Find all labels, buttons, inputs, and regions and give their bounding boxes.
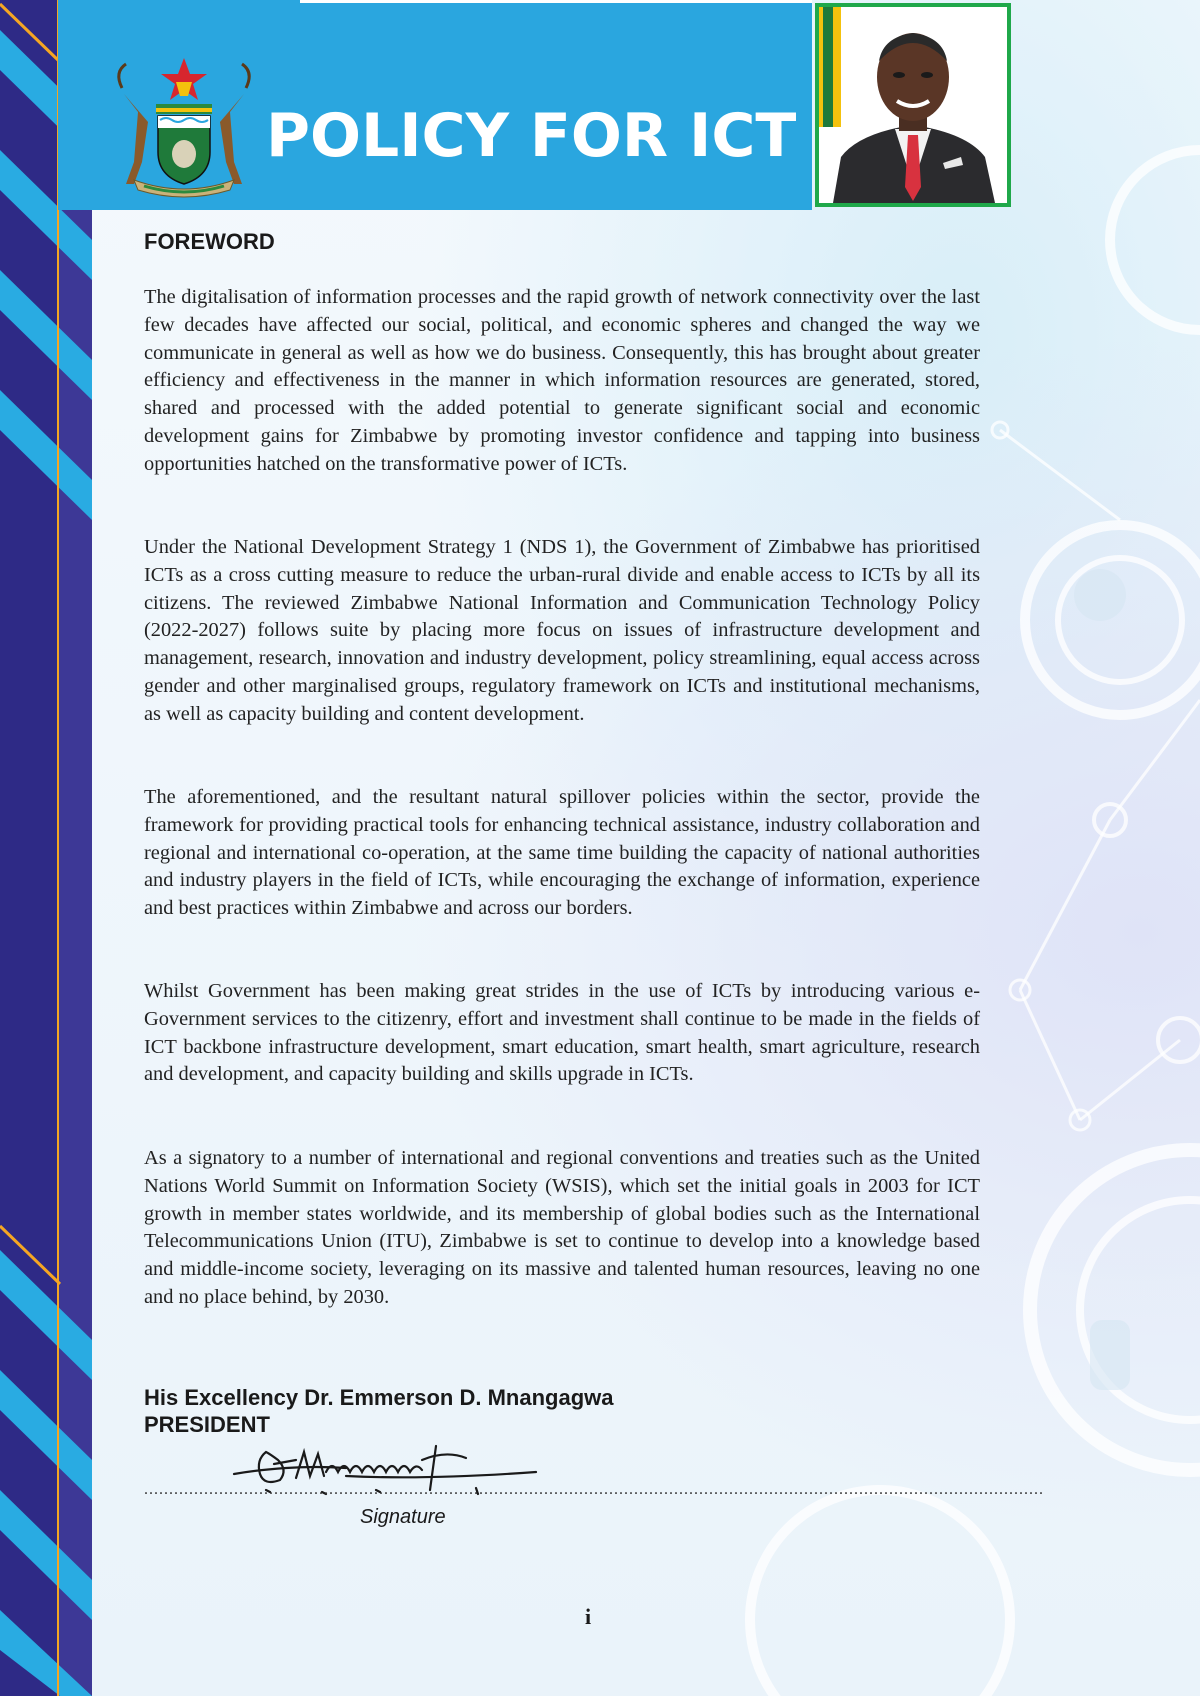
foreword-paragraph-1: The digitalisation of information processes and the rapid growth of network connectivity over the last few decades have affected our social, political, and economic spheres and changed the way we communicate in general as well as how we do business. Consequently, this has brought about greater efficiency and effectiveness in the manner in which information resources are generated, stored, shared and processed with the added potential to generate significant social and economic development gains for Zimbabwe by promoting investor confidence and tapping into business opportunities hatched on the transformative power of ICTs. [144,286,980,475]
header-top-strip [300,0,812,3]
foreword-heading: FOREWORD [144,229,275,254]
foreword-paragraph-3: The aforementioned, and the resultant natural spillover policies within the sector, provide the framework for providing practical tools for enhancing technical assistance, industry collaboration and regional and international co-operation, at the same time building the capacity of national authorities and industry players in the field of ICTs, while encouraging the exchange of information, experience and best practices within Zimbabwe and across our borders. [144,786,980,920]
signatory-title: PRESIDENT [144,1412,270,1437]
president-portrait-frame [815,3,1011,207]
signature-label: Signature [360,1506,446,1528]
document-title: POLICY FOR ICT [266,101,797,171]
foreword-paragraph-2: Under the National Development Strategy 1 (NDS 1), the Government of Zimbabwe has prioritised ICTs as a cross cutting measure to reduce the urban-rural divide and enable access to ICTs by all its citizens. The reviewed Zimbabwe National Information and Communication Technology Policy (2022-2027) follows suite by placing more focus on issues of infrastructure development and management, research, innovation and industry development, policy streamlining, equal access across gender and other marginalised groups, regulatory framework on ICTs and institutional mechanisms, as well as capacity building and content development. [144,536,980,725]
signatory-name: His Excellency Dr. Emmerson D. Mnangagwa [144,1385,614,1410]
page-number: i [584,1604,592,1629]
foreword-paragraph-4: Whilst Government has been making great strides in the use of ICTs by introducing various e-Government services to the citizenry, effort and investment shall continue to be made in the fields of ICT backbone infrastructure development, smart education, smart health, smart agriculture, research and development, and capacity building and skills upgrade in ICTs. [144,980,980,1086]
president-portrait-photo [819,7,1007,203]
foreword-paragraph-5: As a signatory to a number of international and regional conventions and treaties such as the United Nations World Summit on Information Society (WSIS), which set the initial goals in 2003 for ICT growth in member states worldwide, and its membership of global bodies such as the International Telecommunications Union (ITU), Zimbabwe is set to continue to develop into a knowledge based and middle-income society, leveraging on its massive and talented human resources, leaving no one and no place behind, by 2030. [144,1147,980,1308]
zimbabwe-coat-of-arms-emblem [104,52,264,200]
signature-dotted-line: .................................................................................................................................................................................... [144,1481,1044,1498]
